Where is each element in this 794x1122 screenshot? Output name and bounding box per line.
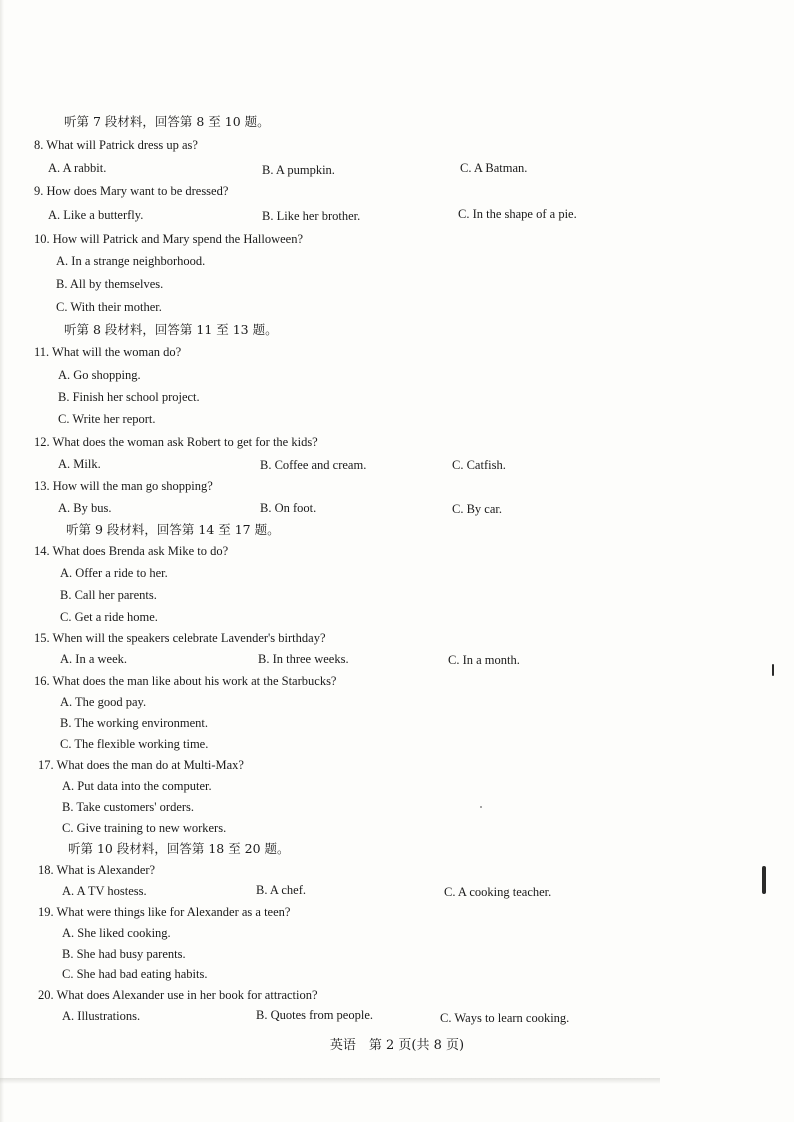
section-header-9: 听第 9 段材料，回答第 14 至 17 题。: [66, 522, 280, 537]
q9-option-b: B. Like her brother.: [262, 209, 361, 223]
q15-option-b: B. In three weeks.: [258, 652, 349, 666]
question-20: 20. What does Alexander use in her book for attraction?: [38, 988, 318, 1002]
q10-option-b: B. All by themselves.: [56, 277, 164, 291]
q19-option-b: B. She had busy parents.: [62, 947, 186, 961]
q19-option-c: C. She had bad eating habits.: [62, 967, 208, 981]
q8-option-b: B. A pumpkin.: [262, 163, 335, 177]
scan-shadow: [0, 1078, 660, 1084]
section-header-10: 听第 10 段材料，回答第 18 至 20 题。: [68, 841, 290, 856]
q11-option-c: C. Write her report.: [58, 412, 156, 426]
question-19: 19. What were things like for Alexander as a teen?: [38, 905, 291, 919]
q12-option-b: B. Coffee and cream.: [260, 458, 367, 472]
question-8: 8. What will Patrick dress up as?: [34, 138, 198, 152]
question-10: 10. How will Patrick and Mary spend the Halloween?: [34, 232, 304, 246]
question-9: 9. How does Mary want to be dressed?: [34, 184, 229, 198]
section-header-7: 听第 7 段材料，回答第 8 至 10 题。: [64, 114, 270, 129]
q20-option-a: A. Illustrations.: [62, 1009, 141, 1023]
q20-option-c: C. Ways to learn cooking.: [440, 1011, 570, 1025]
question-16: 16. What does the man like about his work at the Starbucks?: [34, 674, 337, 688]
q11-option-a: A. Go shopping.: [58, 368, 141, 382]
q17-option-c: C. Give training to new workers.: [62, 821, 227, 835]
q9-option-a: A. Like a butterfly.: [48, 208, 144, 222]
question-15: 15. When will the speakers celebrate Lavender's birthday?: [34, 631, 326, 645]
q12-option-a: A. Milk.: [58, 457, 101, 471]
q18-option-a: A. A TV hostess.: [62, 884, 147, 898]
q14-option-a: A. Offer a ride to her.: [60, 566, 168, 580]
page-footer: 英语 第 2 页(共 8 页): [329, 1038, 465, 1053]
q13-option-b: B. On foot.: [260, 501, 317, 515]
q12-option-c: C. Catfish.: [452, 458, 506, 472]
q10-option-c: C. With their mother.: [56, 300, 162, 314]
scan-speck: [772, 664, 774, 676]
scan-speck: [762, 866, 766, 894]
question-12: 12. What does the woman ask Robert to get for the kids?: [34, 435, 318, 449]
q10-option-a: A. In a strange neighborhood.: [56, 254, 206, 268]
q8-option-c: C. A Batman.: [460, 161, 528, 175]
q9-option-c: C. In the shape of a pie.: [458, 207, 577, 221]
q17-option-a: A. Put data into the computer.: [62, 779, 212, 793]
q19-option-a: A. She liked cooking.: [62, 926, 171, 940]
q17-option-b: B. Take customers' orders.: [62, 800, 195, 814]
question-17: 17. What does the man do at Multi-Max?: [38, 758, 244, 772]
q11-option-b: B. Finish her school project.: [58, 390, 200, 404]
q18-option-c: C. A cooking teacher.: [444, 885, 552, 899]
question-11: 11. What will the woman do?: [34, 345, 182, 359]
scan-speck: [480, 806, 482, 808]
q15-option-a: A. In a week.: [60, 652, 127, 666]
q20-option-b: B. Quotes from people.: [256, 1008, 373, 1022]
q15-option-c: C. In a month.: [448, 653, 520, 667]
q14-option-b: B. Call her parents.: [60, 588, 157, 602]
question-13: 13. How will the man go shopping?: [34, 479, 213, 493]
q13-option-c: C. By car.: [452, 502, 502, 516]
q16-option-a: A. The good pay.: [60, 695, 147, 709]
scan-edge: [0, 0, 4, 1122]
q18-option-b: B. A chef.: [256, 883, 306, 897]
q13-option-a: A. By bus.: [58, 501, 112, 515]
q16-option-b: B. The working environment.: [60, 716, 209, 730]
q14-option-c: C. Get a ride home.: [60, 610, 158, 624]
section-header-8: 听第 8 段材料，回答第 11 至 13 题。: [64, 322, 278, 337]
q16-option-c: C. The flexible working time.: [60, 737, 209, 751]
q8-option-a: A. A rabbit.: [48, 161, 107, 175]
question-14: 14. What does Brenda ask Mike to do?: [34, 544, 229, 558]
question-18: 18. What is Alexander?: [38, 863, 156, 877]
